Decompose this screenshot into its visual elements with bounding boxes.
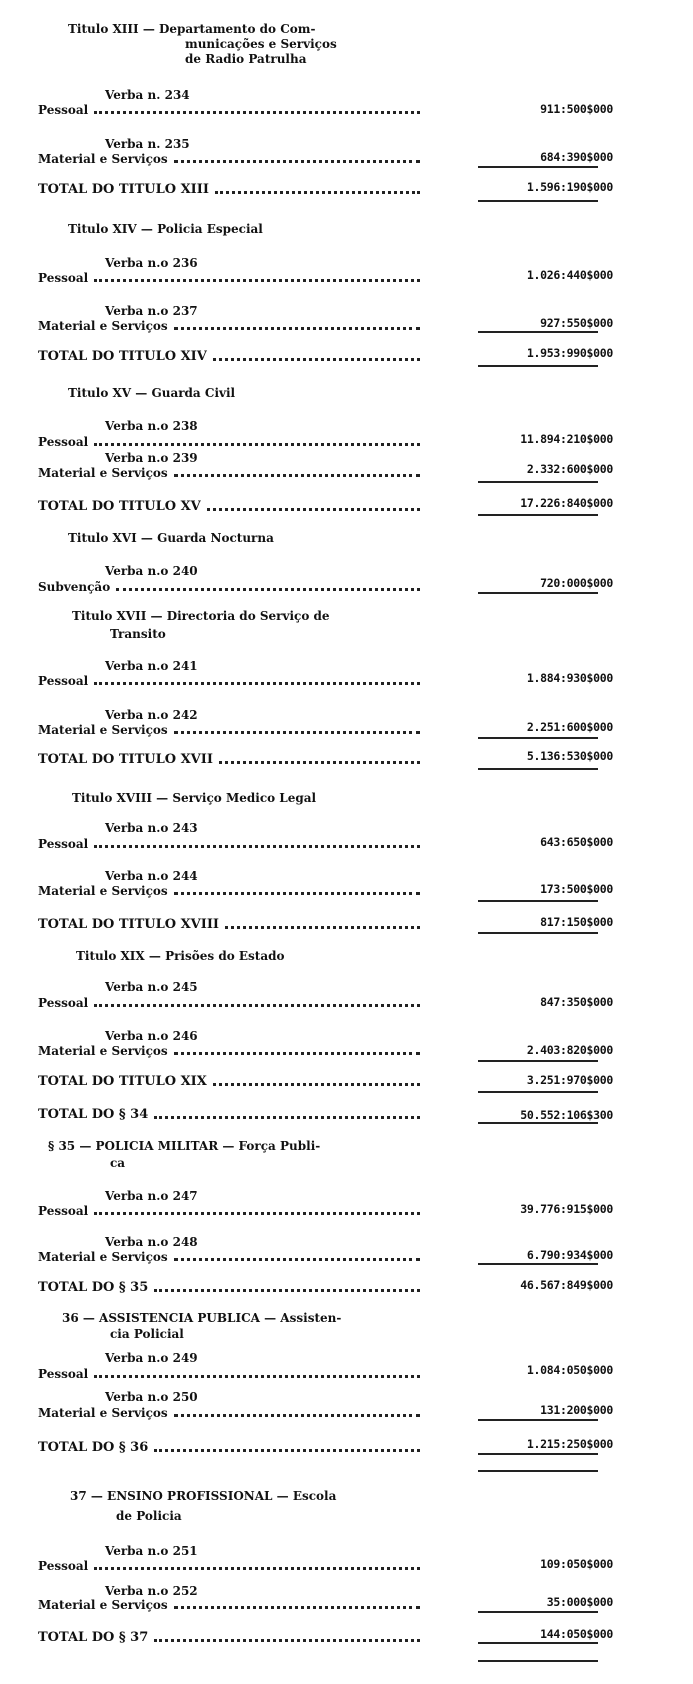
underline-rule xyxy=(478,200,598,202)
dot-leader xyxy=(94,443,420,446)
verba-number: Verba n.o 236 xyxy=(105,256,198,270)
line-label: TOTAL DO TITULO XIII xyxy=(38,182,209,197)
dot-leader xyxy=(174,1052,420,1055)
dot-leader xyxy=(174,1606,420,1609)
verba-number: Verba n.o 252 xyxy=(105,1584,198,1598)
underline-rule xyxy=(478,331,598,333)
dot-leader xyxy=(94,1567,420,1570)
line-label: Pessoal xyxy=(38,103,89,117)
verba-number: Verba n.o 243 xyxy=(105,821,198,835)
total-line xyxy=(38,1280,420,1295)
verba-number: Verba n.o 250 xyxy=(105,1390,198,1404)
verba-number: Verba n.o 238 xyxy=(105,419,198,433)
line-label: Material e Serviços xyxy=(38,466,168,480)
line-label: TOTAL DO § 37 xyxy=(38,1630,149,1645)
section-title: § 35 — POLICIA MILITAR — Força Publi- xyxy=(48,1139,321,1153)
dot-leader xyxy=(154,1639,420,1642)
dot-leader xyxy=(94,1212,420,1215)
line-label: TOTAL DO § 35 xyxy=(38,1280,149,1295)
total-line xyxy=(38,182,420,197)
item-line xyxy=(38,1598,420,1612)
item-value: 131:200$000 xyxy=(540,1403,613,1417)
underline-rule xyxy=(478,1419,598,1421)
item-value: 2.251:600$000 xyxy=(526,720,613,734)
underline-rule xyxy=(478,1091,598,1093)
line-label: Pessoal xyxy=(38,1559,89,1573)
dot-leader xyxy=(174,731,420,734)
dot-leader xyxy=(215,191,420,194)
total-value: 144:050$000 xyxy=(540,1627,613,1641)
underline-rule xyxy=(478,1263,598,1265)
item-line xyxy=(38,674,420,688)
underline-rule xyxy=(478,481,598,483)
line-label: Material e Serviços xyxy=(38,1044,168,1058)
verba-number: Verba n. 234 xyxy=(105,88,190,102)
total-line xyxy=(38,349,420,364)
dot-leader xyxy=(174,1258,420,1261)
underline-rule xyxy=(478,1642,598,1644)
total-line xyxy=(38,752,420,767)
dot-leader xyxy=(154,1116,420,1119)
item-line xyxy=(38,1406,420,1420)
section-title: Titulo XIX — Prisões do Estado xyxy=(76,949,285,963)
line-label: Pessoal xyxy=(38,1204,89,1218)
item-value: 643:650$000 xyxy=(540,835,613,849)
dot-leader xyxy=(174,1414,420,1417)
section-title: Titulo XV — Guarda Civil xyxy=(68,386,236,400)
dot-leader xyxy=(207,508,420,511)
item-value: 2.332:600$000 xyxy=(526,462,613,476)
underline-rule xyxy=(478,737,598,739)
line-label: Material e Serviços xyxy=(38,1406,168,1420)
total-line xyxy=(38,1074,420,1089)
verba-number: Verba n.o 239 xyxy=(105,451,198,465)
dot-leader xyxy=(94,845,420,848)
item-line xyxy=(38,884,420,898)
dot-leader xyxy=(225,926,420,929)
line-label: TOTAL DO TITULO XIX xyxy=(38,1074,207,1089)
section-title: de Radio Patrulha xyxy=(185,52,307,66)
item-line xyxy=(38,103,420,117)
underline-rule xyxy=(478,592,598,594)
dot-leader xyxy=(174,327,420,330)
line-label: TOTAL DO § 36 xyxy=(38,1440,149,1455)
total-value: 5.136:530$000 xyxy=(526,749,613,763)
item-line xyxy=(38,837,420,851)
item-line xyxy=(38,723,420,737)
verba-number: Verba n.o 245 xyxy=(105,980,198,994)
item-line xyxy=(38,1204,420,1218)
section-title: Titulo XVI — Guarda Nocturna xyxy=(68,531,274,545)
total-line xyxy=(38,1440,420,1455)
item-value: 1.884:930$000 xyxy=(526,671,613,685)
verba-number: Verba n.o 248 xyxy=(105,1235,198,1249)
total-value: 17.226:840$000 xyxy=(520,496,613,510)
underline-rule xyxy=(478,768,598,770)
item-value: 6.790:934$000 xyxy=(526,1248,613,1262)
dot-leader xyxy=(213,358,420,361)
total-value: 1.953:990$000 xyxy=(526,346,613,360)
underline-rule xyxy=(478,932,598,934)
item-value: 1.084:050$000 xyxy=(526,1363,613,1377)
item-value: 927:550$000 xyxy=(540,316,613,330)
underline-rule xyxy=(478,514,598,516)
underline-rule xyxy=(478,166,598,168)
item-value: 1.026:440$000 xyxy=(526,268,613,282)
item-line xyxy=(38,996,420,1010)
total-value: 1.215:250$000 xyxy=(526,1437,613,1451)
underline-rule xyxy=(478,365,598,367)
section-title: 37 — ENSINO PROFISSIONAL — Escola xyxy=(70,1489,337,1503)
line-label: Pessoal xyxy=(38,1367,89,1381)
line-label: Pessoal xyxy=(38,271,89,285)
line-label: TOTAL DO TITULO XIV xyxy=(38,349,207,364)
underline-rule xyxy=(478,1122,598,1124)
dot-leader xyxy=(94,1004,420,1007)
line-label: Material e Serviços xyxy=(38,152,168,166)
line-label: TOTAL DO § 34 xyxy=(38,1107,149,1122)
item-value: 684:390$000 xyxy=(540,150,613,164)
total-value: 817:150$000 xyxy=(540,915,613,929)
section-title: Titulo XVII — Directoria do Serviço de xyxy=(72,609,330,623)
underline-rule xyxy=(478,1453,598,1455)
verba-number: Verba n.o 249 xyxy=(105,1351,198,1365)
section-title: Transito xyxy=(110,627,166,641)
item-line xyxy=(38,435,420,449)
line-label: Pessoal xyxy=(38,996,89,1010)
verba-number: Verba n.o 241 xyxy=(105,659,198,673)
verba-number: Verba n.o 237 xyxy=(105,304,198,318)
grand-total-value: 50.552:106$300 xyxy=(520,1108,613,1122)
verba-number: Verba n.o 251 xyxy=(105,1544,198,1558)
section-title: municações e Serviços xyxy=(185,37,337,51)
section-title: cia Policial xyxy=(110,1327,184,1341)
line-label: Subvenção xyxy=(38,580,111,594)
dot-leader xyxy=(219,761,420,764)
item-value: 847:350$000 xyxy=(540,995,613,1009)
line-label: Material e Serviços xyxy=(38,723,168,737)
item-value: 720:000$000 xyxy=(540,576,613,590)
verba-number: Verba n.o 242 xyxy=(105,708,198,722)
dot-leader xyxy=(94,682,420,685)
total-line xyxy=(38,917,420,932)
underline-rule xyxy=(478,1060,598,1062)
verba-number: Verba n.o 240 xyxy=(105,564,198,578)
section-title: ca xyxy=(110,1156,126,1170)
total-value: 3.251:970$000 xyxy=(526,1073,613,1087)
item-value: 173:500$000 xyxy=(540,882,613,896)
dot-leader xyxy=(154,1449,420,1452)
line-label: Pessoal xyxy=(38,837,89,851)
dot-leader xyxy=(116,588,420,591)
section-title: Titulo XIV — Policia Especial xyxy=(68,222,263,236)
item-value: 11.894:210$000 xyxy=(520,432,613,446)
total-line xyxy=(38,499,420,514)
underline-rule xyxy=(478,1470,598,1472)
verba-number: Verba n.o 247 xyxy=(105,1189,198,1203)
line-label: Pessoal xyxy=(38,674,89,688)
line-label: TOTAL DO TITULO XV xyxy=(38,499,201,514)
total-value: 1.596:190$000 xyxy=(526,180,613,194)
verba-number: Verba n.o 246 xyxy=(105,1029,198,1043)
total-value: 46.567:849$000 xyxy=(520,1278,613,1292)
section-title: Titulo XIII — Departamento do Com- xyxy=(68,22,316,36)
dot-leader xyxy=(154,1289,420,1292)
line-label: Material e Serviços xyxy=(38,319,168,333)
total-line xyxy=(38,1630,420,1645)
underline-rule xyxy=(478,1611,598,1613)
item-value: 39.776:915$000 xyxy=(520,1202,613,1216)
item-line xyxy=(38,152,420,166)
item-line xyxy=(38,1559,420,1573)
verba-number: Verba n. 235 xyxy=(105,137,190,151)
line-label: TOTAL DO TITULO XVIII xyxy=(38,917,220,932)
item-line xyxy=(38,1044,420,1058)
dot-leader xyxy=(174,892,420,895)
item-value: 911:500$000 xyxy=(540,102,613,116)
item-value: 109:050$000 xyxy=(540,1557,613,1571)
line-label: Pessoal xyxy=(38,435,89,449)
item-line xyxy=(38,271,420,285)
section-title: Titulo XVIII — Serviço Medico Legal xyxy=(72,791,317,805)
underline-rule xyxy=(478,900,598,902)
line-label: Material e Serviços xyxy=(38,884,168,898)
item-value: 2.403:820$000 xyxy=(526,1043,613,1057)
dot-leader xyxy=(174,160,420,163)
item-line xyxy=(38,1367,420,1381)
section-title: de Policia xyxy=(116,1509,182,1523)
item-line xyxy=(38,580,420,594)
item-line xyxy=(38,319,420,333)
item-line xyxy=(38,1250,420,1264)
item-value: 35:000$000 xyxy=(546,1595,613,1609)
line-label: TOTAL DO TITULO XVII xyxy=(38,752,213,767)
item-line xyxy=(38,466,420,480)
line-label: Material e Serviços xyxy=(38,1598,168,1612)
dot-leader xyxy=(174,474,420,477)
grand-total-line xyxy=(38,1107,420,1122)
line-label: Material e Serviços xyxy=(38,1250,168,1264)
dot-leader xyxy=(94,1375,420,1378)
dot-leader xyxy=(94,111,420,114)
verba-number: Verba n.o 244 xyxy=(105,869,198,883)
section-title: 36 — ASSISTENCIA PUBLICA — Assisten- xyxy=(62,1311,342,1325)
underline-rule xyxy=(478,1660,598,1662)
dot-leader xyxy=(213,1083,420,1086)
dot-leader xyxy=(94,279,420,282)
